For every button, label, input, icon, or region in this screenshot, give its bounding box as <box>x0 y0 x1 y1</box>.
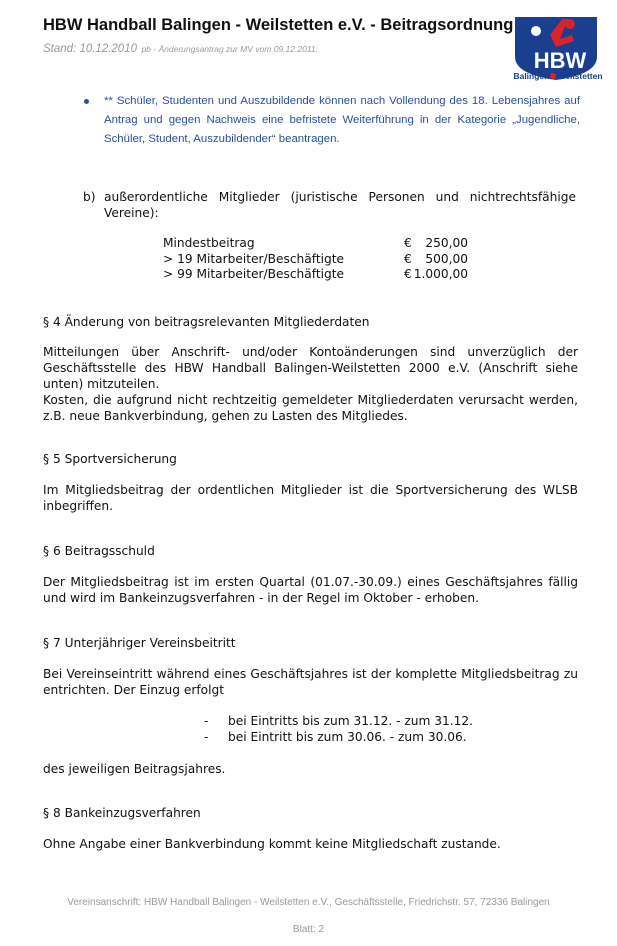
list-dash: - <box>204 714 209 728</box>
fee-label: > 19 Mitarbeiter/Beschäftigte <box>163 252 344 266</box>
section-4-paragraph-1: Mitteilungen über Anschrift- und/oder Kontoänderungen sind unverzüglich der Geschäftsstelle des HBW Handball Balingen-Weilstetten 2000 e.V. (Anschrift siehe unten) mitzuteilen. <box>43 345 578 391</box>
footer-address: Vereinsanschrift: HBW Handball Balingen - Weilstetten e.V., Geschäftsstelle, Friedrichstr. 57, 72336 Balingen <box>67 897 550 908</box>
logo-caption <box>503 71 613 81</box>
section-6-heading: § 6 Beitragsschuld <box>43 544 155 558</box>
document-date-line <box>43 39 318 57</box>
section-b-label: b) <box>83 190 96 204</box>
logo-caption-right: Weilstetten <box>557 71 603 81</box>
logo-text: HBW <box>533 48 587 73</box>
list-item-text: bei Eintritts bis zum 31.12. - zum 31.12. <box>228 714 474 728</box>
fee-label: > 99 Mitarbeiter/Beschäftigte <box>163 267 344 281</box>
section-6-paragraph: Der Mitgliedsbeitrag ist im ersten Quartal (01.07.-30.09.) eines Geschäftsjahres fällig und wird im Bankeinzugsverfahren - in der Regel im Oktober - erhoben. <box>43 575 578 605</box>
logo-caption-separator-icon <box>550 73 556 79</box>
section-8-paragraph: Ohne Angabe einer Bankverbindung kommt keine Mitgliedschaft zustande. <box>43 837 501 851</box>
section-7-heading: § 7 Unterjähriger Vereinsbeitritt <box>43 636 236 650</box>
bullet-icon <box>84 99 89 104</box>
document-title: HBW Handball Balingen - Weilstetten e.V. - Beitragsordnung <box>43 16 514 34</box>
section-b-text: außerordentliche Mitglieder (juristische Personen und nichtrechtsfähige Vereine): <box>104 190 576 220</box>
list-item <box>204 729 467 745</box>
stand-date: Stand: 10.12.2010 <box>43 43 137 55</box>
page-number: Blatt: 2 <box>292 924 325 935</box>
section-5-paragraph: Im Mitgliedsbeitrag der ordentlichen Mitglieder ist die Sportversicherung des WLSB inbegriffen. <box>43 483 578 513</box>
fee-label: Mindestbeitrag <box>163 236 255 250</box>
fee-currency: € <box>404 252 412 266</box>
bullet-note: ** Schüler, Studenten und Auszubildende können nach Vollendung des 18. Lebensjahres auf Antrag und gegen Nachweis eine befristete Weiterführung in der Kategorie „Jugendliche, Schüler, Student, Auszubildender“ beantragen. <box>104 95 580 145</box>
fee-currency: € <box>404 267 412 281</box>
list-item <box>204 713 473 729</box>
section-4-heading: § 4 Änderung von beitragsrelevanten Mitgliederdaten <box>43 315 370 329</box>
fee-currency: € <box>404 236 412 250</box>
logo-caption-left: Balingen <box>513 71 550 81</box>
fee-amount: 250,00 <box>425 236 468 250</box>
section-7-paragraph-1: Bei Vereinseintritt während eines Geschäftsjahres ist der komplette Mitgliedsbeitrag zu entrichten. Der Einzug erfolgt <box>43 667 578 697</box>
section-4-paragraph-2: Kosten, die aufgrund nicht rechtzeitig gemeldeter Mitgliederdaten verursacht werden, z.B. neue Bankverbindung, gehen zu Lasten des Mitgliedes. <box>43 393 578 423</box>
list-item-text: bei Eintritt bis zum 30.06. - zum 30.06. <box>228 730 467 744</box>
fee-amount: 1.000,00 <box>413 267 468 281</box>
section-8-heading: § 8 Bankeinzugsverfahren <box>43 806 201 820</box>
stand-note: pb - Änderungsantrag zur MV vom 09.12.2011: <box>141 44 319 54</box>
fee-amount: 500,00 <box>425 252 468 266</box>
section-5-heading: § 5 Sportversicherung <box>43 452 177 466</box>
section-7-paragraph-2: des jeweiligen Beitragsjahres. <box>43 762 226 776</box>
list-dash: - <box>204 730 209 744</box>
